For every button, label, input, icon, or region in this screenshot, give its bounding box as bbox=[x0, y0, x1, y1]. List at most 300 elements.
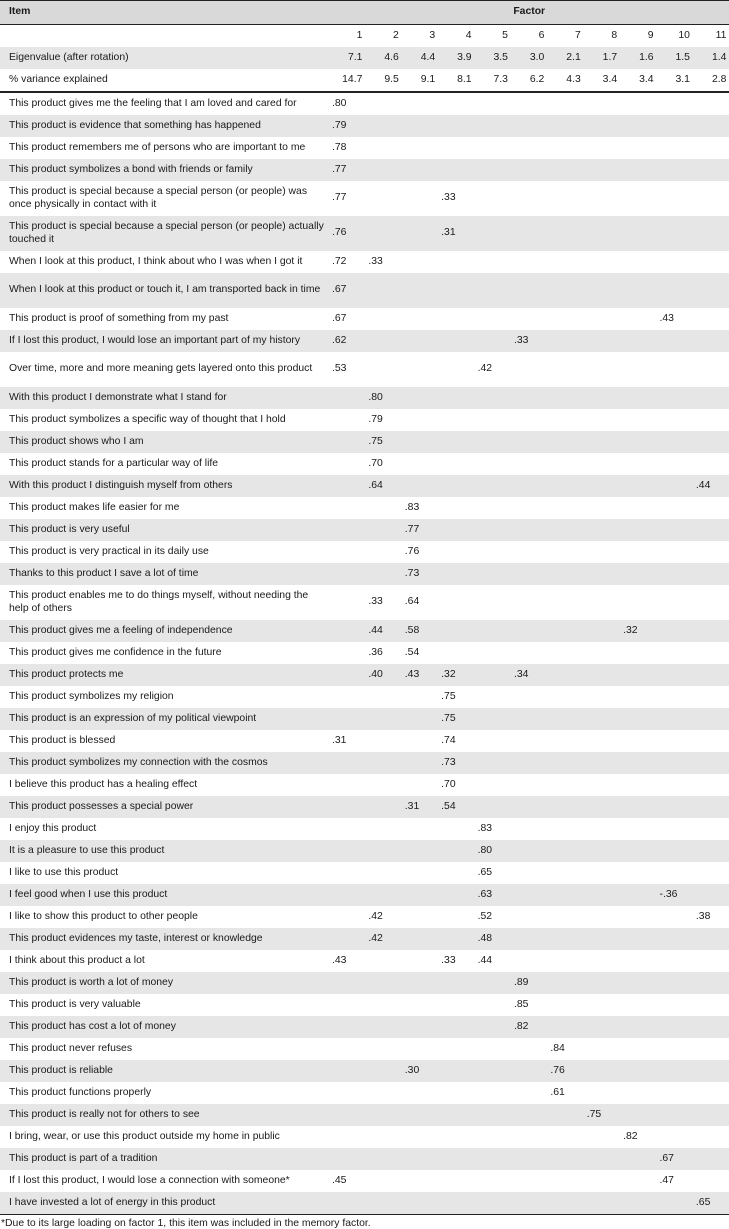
item-label: I bring, wear, or use this product outside my home in public bbox=[9, 1130, 280, 1142]
loading-cell bbox=[657, 620, 693, 642]
loading-cell bbox=[657, 796, 693, 818]
table-row bbox=[0, 906, 729, 928]
loading-cell bbox=[547, 1170, 583, 1192]
loading-cell: .82 bbox=[623, 1130, 638, 1142]
loading-cell bbox=[547, 251, 583, 273]
table-row bbox=[0, 1016, 729, 1038]
loading-cell bbox=[620, 1060, 656, 1082]
item-label: This product is proof of something from my past bbox=[9, 312, 229, 324]
loading-cell bbox=[365, 818, 401, 840]
loading-cell bbox=[365, 950, 401, 972]
loading-cell bbox=[547, 1104, 583, 1126]
loading-cell bbox=[511, 1192, 547, 1215]
loading-cell: .73 bbox=[438, 752, 474, 774]
loading-cell bbox=[547, 519, 583, 541]
loading-cell bbox=[584, 251, 620, 273]
loading-cell bbox=[329, 1192, 365, 1215]
table-row bbox=[0, 708, 729, 730]
table-row bbox=[0, 1192, 729, 1215]
loading-cell bbox=[657, 216, 693, 251]
loading-cell bbox=[547, 752, 583, 774]
item-label: This product makes life easier for me bbox=[9, 501, 180, 513]
loading-cell bbox=[402, 1104, 438, 1126]
loading-cell bbox=[511, 708, 547, 730]
loading-cell bbox=[584, 115, 620, 137]
factor-number: 6 bbox=[538, 29, 545, 41]
loading-cell bbox=[547, 159, 583, 181]
loading-cell bbox=[547, 906, 583, 928]
loading-cell: .79 bbox=[368, 413, 383, 425]
loading-cell bbox=[365, 840, 401, 862]
loading-cell bbox=[693, 642, 729, 664]
table-row bbox=[0, 216, 729, 251]
loading-cell bbox=[438, 1082, 474, 1104]
loading-cell bbox=[511, 308, 547, 330]
loading-cell: .54 bbox=[404, 646, 420, 658]
loading-cell bbox=[693, 497, 729, 519]
loading-cell: .38 bbox=[695, 910, 711, 922]
loading-cell bbox=[547, 585, 583, 620]
loading-cell bbox=[365, 1082, 401, 1104]
loading-cell: .61 bbox=[550, 1086, 565, 1098]
loading-cell bbox=[584, 708, 620, 730]
table-row bbox=[0, 181, 729, 216]
loading-cell bbox=[438, 431, 474, 453]
loading-cell bbox=[547, 708, 583, 730]
loading-cell bbox=[693, 159, 729, 181]
loading-cell bbox=[329, 994, 365, 1016]
loading-cell bbox=[438, 1148, 474, 1170]
table-row bbox=[0, 352, 729, 387]
table-row bbox=[0, 115, 729, 137]
loading-cell: .33 bbox=[441, 192, 456, 204]
item-label: This product gives me confidence in the future bbox=[9, 646, 222, 658]
loading-cell bbox=[584, 563, 620, 585]
loading-cell bbox=[511, 906, 547, 928]
loading-cell bbox=[511, 774, 547, 796]
loading-cell bbox=[693, 1170, 729, 1192]
loading-cell bbox=[657, 1104, 693, 1126]
loading-cell bbox=[693, 352, 729, 387]
loading-cell bbox=[584, 541, 620, 563]
loading-cell bbox=[584, 137, 620, 159]
item-label: I like to use this product bbox=[9, 866, 119, 878]
loading-cell bbox=[475, 774, 511, 796]
loading-cell bbox=[438, 409, 474, 431]
loading-cell: .47 bbox=[659, 1174, 674, 1186]
loading-cell bbox=[329, 664, 365, 686]
table-row bbox=[0, 431, 729, 453]
variance-row bbox=[0, 69, 729, 92]
loading-cell bbox=[475, 273, 511, 308]
loading-cell: .67 bbox=[657, 1148, 693, 1170]
loading-cell bbox=[693, 840, 729, 862]
loading-cell bbox=[547, 1016, 583, 1038]
loading-cell bbox=[620, 884, 656, 906]
factor-column-header: Factor bbox=[329, 1, 729, 25]
item-label: This product is blessed bbox=[9, 734, 116, 746]
loading-cell bbox=[511, 1082, 547, 1104]
loading-cell bbox=[657, 708, 693, 730]
table-row bbox=[0, 519, 729, 541]
loading-cell: .33 bbox=[441, 954, 456, 966]
loading-cell bbox=[693, 1126, 729, 1148]
loading-cell bbox=[511, 1126, 547, 1148]
variance-value: 9.1 bbox=[402, 69, 438, 92]
loading-cell bbox=[620, 642, 656, 664]
loading-cell bbox=[657, 928, 693, 950]
loading-cell bbox=[402, 730, 438, 752]
loading-cell bbox=[584, 519, 620, 541]
loading-cell bbox=[475, 115, 511, 137]
loading-cell bbox=[475, 1082, 511, 1104]
item-label: This product is very valuable bbox=[9, 998, 141, 1010]
loading-cell bbox=[402, 818, 438, 840]
eigenvalue: 2.1 bbox=[547, 47, 583, 69]
loading-cell bbox=[584, 840, 620, 862]
loading-cell bbox=[620, 541, 656, 563]
loading-cell bbox=[329, 840, 365, 862]
loading-cell: .83 bbox=[477, 822, 493, 834]
factor-number: 11 bbox=[715, 29, 727, 41]
loading-cell bbox=[657, 519, 693, 541]
loading-cell bbox=[693, 115, 729, 137]
table-row bbox=[0, 563, 729, 585]
loading-cell bbox=[329, 475, 365, 497]
loading-cell bbox=[584, 181, 620, 216]
loading-cell bbox=[584, 972, 620, 994]
table-row bbox=[0, 273, 729, 308]
loading-cell bbox=[438, 884, 474, 906]
loading-cell bbox=[547, 1148, 583, 1170]
loading-cell bbox=[511, 181, 547, 216]
loading-cell bbox=[402, 928, 438, 950]
loading-cell bbox=[475, 137, 511, 159]
loading-cell bbox=[547, 563, 583, 585]
item-label: I have invested a lot of energy in this product bbox=[0, 1192, 329, 1215]
loading-cell bbox=[620, 1170, 656, 1192]
loading-cell bbox=[475, 330, 511, 352]
loading-cell bbox=[438, 928, 474, 950]
loading-cell bbox=[511, 620, 547, 642]
table-row bbox=[0, 686, 729, 708]
loading-cell bbox=[365, 752, 401, 774]
loading-cell: .75 bbox=[365, 431, 401, 453]
loading-cell bbox=[657, 1016, 693, 1038]
item-label: I think about this product a lot bbox=[9, 954, 145, 966]
loading-cell bbox=[402, 115, 438, 137]
loading-cell bbox=[657, 1192, 693, 1215]
loading-cell bbox=[584, 884, 620, 906]
table-row bbox=[0, 159, 729, 181]
loading-cell bbox=[329, 1104, 365, 1126]
loading-cell bbox=[657, 137, 693, 159]
loading-cell bbox=[438, 585, 474, 620]
loading-cell: .76 bbox=[329, 216, 365, 251]
loading-cell bbox=[620, 519, 656, 541]
eigenvalue-label: Eigenvalue (after rotation) bbox=[0, 47, 329, 69]
loading-cell bbox=[693, 1082, 729, 1104]
loading-cell bbox=[657, 159, 693, 181]
loading-cell: .30 bbox=[402, 1060, 438, 1082]
item-label: This product symbolizes my connection with the cosmos bbox=[0, 752, 329, 774]
loading-cell bbox=[511, 387, 547, 409]
loading-cell bbox=[475, 796, 511, 818]
loading-cell bbox=[365, 1126, 401, 1148]
loading-cell bbox=[438, 862, 474, 884]
loading-cell bbox=[693, 752, 729, 774]
table-row bbox=[0, 796, 729, 818]
loading-cell bbox=[402, 409, 438, 431]
loading-cell bbox=[620, 330, 656, 352]
eigenvalue: 4.4 bbox=[402, 47, 438, 69]
loading-cell bbox=[584, 308, 620, 330]
loading-cell bbox=[365, 1170, 401, 1192]
item-rows bbox=[0, 92, 729, 1215]
loading-cell: .44 bbox=[365, 620, 401, 642]
loading-cell bbox=[511, 796, 547, 818]
loading-cell: .64 bbox=[404, 596, 420, 608]
loading-cell bbox=[511, 453, 547, 475]
table-footnote: *Due to its large loading on factor 1, this item was included in the memory factor. bbox=[1, 1218, 371, 1229]
loading-cell bbox=[365, 686, 401, 708]
loading-cell bbox=[511, 818, 547, 840]
loading-cell bbox=[693, 519, 729, 541]
loading-cell: .70 bbox=[368, 457, 383, 469]
loading-cell bbox=[438, 1016, 474, 1038]
loading-cell bbox=[584, 928, 620, 950]
loading-cell bbox=[475, 475, 511, 497]
table-row bbox=[0, 730, 729, 752]
loading-cell bbox=[584, 1082, 620, 1104]
loading-cell bbox=[657, 1060, 693, 1082]
loading-cell bbox=[620, 1038, 656, 1060]
loading-cell: .85 bbox=[513, 998, 529, 1010]
table-row bbox=[0, 497, 729, 519]
factor-number: 8 bbox=[611, 29, 618, 41]
loading-cell bbox=[402, 774, 438, 796]
loading-cell bbox=[511, 216, 547, 251]
loading-cell bbox=[365, 796, 401, 818]
loading-cell bbox=[438, 273, 474, 308]
loading-cell bbox=[365, 273, 401, 308]
table-summary bbox=[0, 25, 729, 93]
loading-cell bbox=[584, 950, 620, 972]
variance-label: % variance explained bbox=[0, 69, 329, 92]
loading-cell bbox=[475, 409, 511, 431]
loading-cell bbox=[329, 862, 365, 884]
loading-cell: .84 bbox=[550, 1042, 565, 1054]
loading-cell bbox=[657, 664, 693, 686]
loading-cell bbox=[693, 216, 729, 251]
loading-cell bbox=[511, 497, 547, 519]
item-label: This product has cost a lot of money bbox=[0, 1016, 329, 1038]
loading-cell bbox=[475, 1192, 511, 1215]
loading-cell bbox=[693, 453, 729, 475]
item-label: This product is very practical in its daily use bbox=[9, 545, 209, 557]
loading-cell bbox=[511, 928, 547, 950]
loading-cell bbox=[438, 115, 474, 137]
item-label: This product gives me the feeling that I am loved and cared for bbox=[9, 97, 297, 109]
loading-cell bbox=[620, 1148, 656, 1170]
loading-cell: -.36 bbox=[657, 884, 693, 906]
loading-cell bbox=[620, 840, 656, 862]
loading-cell: .32 bbox=[438, 664, 474, 686]
loading-cell bbox=[584, 1126, 620, 1148]
loading-cell bbox=[620, 950, 656, 972]
loading-cell bbox=[547, 796, 583, 818]
table-row bbox=[0, 664, 729, 686]
loading-cell bbox=[584, 216, 620, 251]
loading-cell bbox=[438, 497, 474, 519]
loading-cell bbox=[547, 774, 583, 796]
table-row bbox=[0, 1104, 729, 1126]
item-label: This product is worth a lot of money bbox=[0, 972, 329, 994]
loading-cell bbox=[657, 273, 693, 308]
loading-cell: .77 bbox=[329, 159, 365, 181]
loading-cell bbox=[402, 273, 438, 308]
loading-cell bbox=[511, 115, 547, 137]
loading-cell bbox=[365, 137, 401, 159]
loading-cell bbox=[475, 994, 511, 1016]
loading-cell bbox=[329, 387, 365, 409]
loading-cell bbox=[511, 159, 547, 181]
table-row bbox=[0, 453, 729, 475]
loading-cell bbox=[547, 686, 583, 708]
loading-cell bbox=[620, 216, 656, 251]
table-row bbox=[0, 330, 729, 352]
loading-cell: .80 bbox=[475, 840, 511, 862]
loading-cell bbox=[365, 1016, 401, 1038]
loading-cell: .33 bbox=[511, 330, 547, 352]
item-label: I like to show this product to other people bbox=[9, 910, 198, 922]
loading-cell: .32 bbox=[620, 620, 656, 642]
loading-cell: .42 bbox=[365, 928, 401, 950]
table-row bbox=[0, 620, 729, 642]
loading-cell bbox=[475, 387, 511, 409]
loading-cell bbox=[511, 92, 547, 115]
table-row bbox=[0, 774, 729, 796]
loading-cell bbox=[547, 840, 583, 862]
loading-cell bbox=[365, 730, 401, 752]
loading-cell bbox=[693, 818, 729, 840]
loading-cell bbox=[584, 774, 620, 796]
loading-cell bbox=[547, 273, 583, 308]
variance-value: 7.3 bbox=[475, 69, 511, 92]
factor-number: 3 bbox=[429, 29, 436, 41]
loading-cell bbox=[511, 1038, 547, 1060]
loading-cell bbox=[438, 642, 474, 664]
loading-cell bbox=[438, 387, 474, 409]
loading-cell bbox=[547, 387, 583, 409]
loading-cell bbox=[547, 308, 583, 330]
table-row bbox=[0, 1126, 729, 1148]
loading-cell bbox=[620, 686, 656, 708]
loading-cell bbox=[693, 273, 729, 308]
loading-cell bbox=[511, 541, 547, 563]
loading-cell bbox=[620, 387, 656, 409]
loading-cell bbox=[511, 137, 547, 159]
item-label: I believe this product has a healing effect bbox=[9, 778, 198, 790]
loading-cell bbox=[657, 585, 693, 620]
loading-cell bbox=[511, 1104, 547, 1126]
loading-cell bbox=[584, 330, 620, 352]
loading-cell bbox=[584, 1060, 620, 1082]
factor-number: 7 bbox=[574, 29, 581, 41]
factor-number: 10 bbox=[678, 29, 690, 41]
loading-cell bbox=[693, 686, 729, 708]
loading-cell bbox=[657, 774, 693, 796]
loading-cell: .79 bbox=[329, 115, 365, 137]
loading-cell bbox=[547, 431, 583, 453]
loading-cell bbox=[547, 137, 583, 159]
loading-cell bbox=[438, 818, 474, 840]
loading-cell: .75 bbox=[438, 708, 474, 730]
loading-cell bbox=[365, 994, 401, 1016]
loading-cell bbox=[620, 181, 656, 216]
loading-cell bbox=[620, 115, 656, 137]
loading-cell bbox=[365, 541, 401, 563]
loading-cell bbox=[547, 92, 583, 115]
loading-cell: .73 bbox=[402, 563, 438, 585]
loading-cell bbox=[475, 497, 511, 519]
table-row bbox=[0, 818, 729, 840]
loading-cell bbox=[584, 862, 620, 884]
loading-cell: .78 bbox=[332, 141, 347, 153]
loading-cell bbox=[657, 475, 693, 497]
loading-cell bbox=[475, 563, 511, 585]
loading-cell bbox=[402, 92, 438, 115]
loading-cell bbox=[438, 906, 474, 928]
loading-cell bbox=[402, 950, 438, 972]
loading-cell bbox=[620, 906, 656, 928]
loading-cell bbox=[402, 216, 438, 251]
loading-cell bbox=[475, 972, 511, 994]
loading-cell bbox=[547, 497, 583, 519]
loading-cell: .82 bbox=[511, 1016, 547, 1038]
loading-cell bbox=[402, 686, 438, 708]
item-label: This product shows who I am bbox=[0, 431, 329, 453]
loading-cell bbox=[475, 1060, 511, 1082]
loading-cell: .43 bbox=[332, 954, 347, 966]
loading-cell bbox=[438, 475, 474, 497]
loading-cell bbox=[438, 308, 474, 330]
loading-cell bbox=[620, 137, 656, 159]
loading-cell bbox=[365, 216, 401, 251]
loading-cell bbox=[402, 330, 438, 352]
loading-cell bbox=[329, 1082, 365, 1104]
loading-cell bbox=[620, 928, 656, 950]
table-row bbox=[0, 251, 729, 273]
loading-cell bbox=[329, 1016, 365, 1038]
loading-cell bbox=[475, 686, 511, 708]
loading-cell bbox=[511, 1170, 547, 1192]
loading-cell bbox=[620, 409, 656, 431]
loading-cell bbox=[547, 409, 583, 431]
loading-cell bbox=[657, 387, 693, 409]
loading-cell: .31 bbox=[438, 216, 474, 251]
loading-cell: .80 bbox=[365, 387, 401, 409]
loading-cell bbox=[511, 409, 547, 431]
loading-cell bbox=[511, 431, 547, 453]
loading-cell bbox=[693, 92, 729, 115]
loading-cell bbox=[438, 840, 474, 862]
loading-cell bbox=[693, 708, 729, 730]
loading-cell bbox=[329, 972, 365, 994]
loading-cell bbox=[584, 994, 620, 1016]
loading-cell bbox=[693, 181, 729, 216]
loading-cell bbox=[584, 475, 620, 497]
